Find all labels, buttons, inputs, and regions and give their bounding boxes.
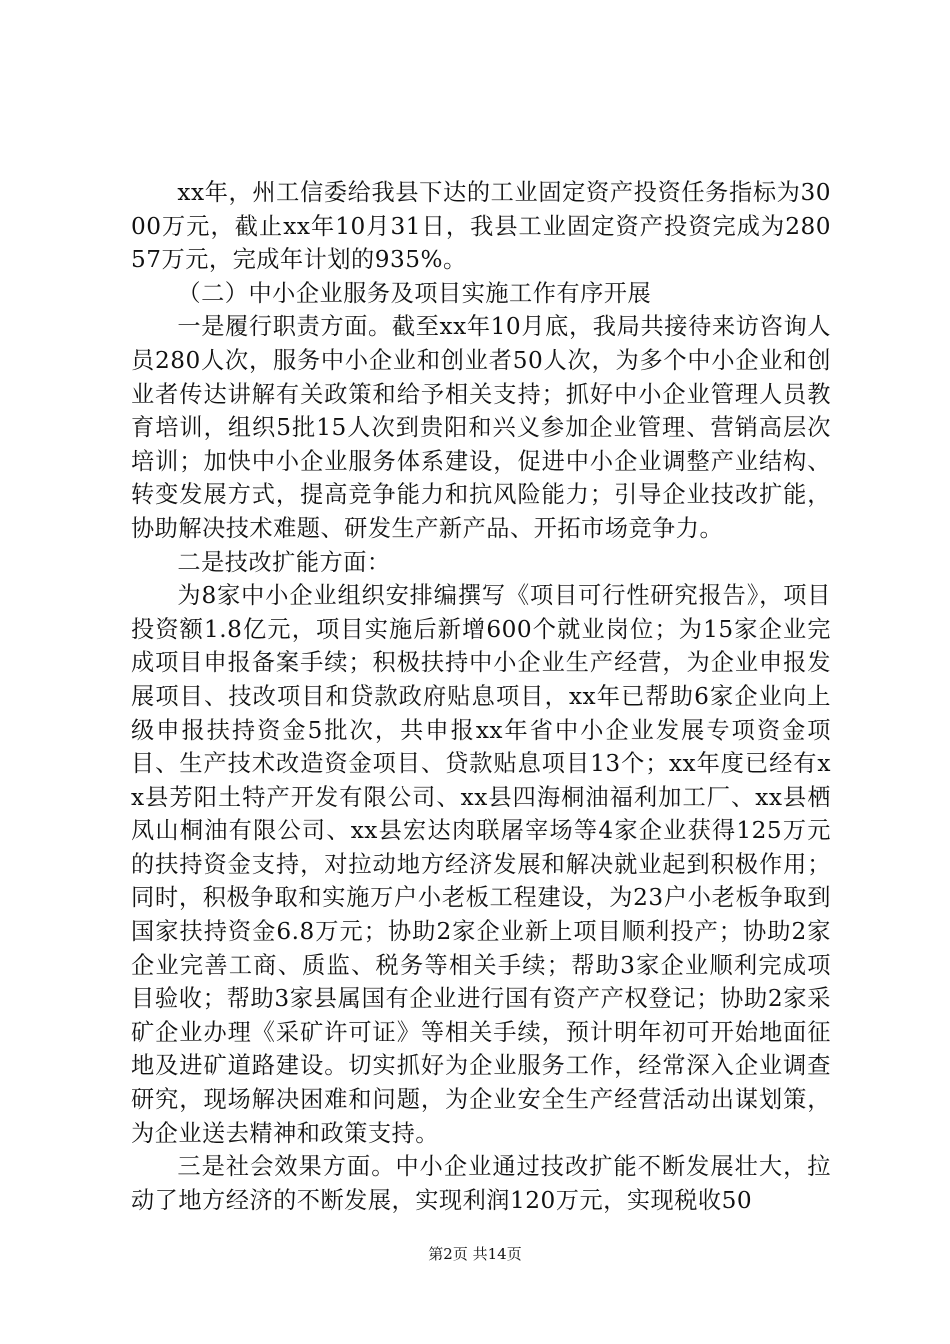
document-body [131,176,831,1217]
section-heading-sme-services: （二）中小企业服务及项目实施工作有序开展 [177,279,652,307]
paragraph-investment-summary: xx年，州工信委给我县下达的工业固定资产投资任务指标为3000万元，截止xx年10月31日，我县工业固定资产投资完成为28057万元，完成年计划的935%。 [131,179,831,274]
paragraph-tech-upgrade-details: 为8家中小企业组织安排编撰写《项目可行性研究报告》，项目投资额1.8亿元，项目实施后新增600个就业岗位；为15家企业完成项目申报备案手续；积极扶持中小企业生产经营，为企业申报发展项目、技改项目和贷款政府贴息项目，xx年已帮助6家企业向上级申报扶持资金5批次，共申报xx年省中小企业发展专项资金项目、生产技术改造资金项目、贷款贴息项目13个；xx年度已经有xx县芳阳土特产开发有限公司、xx县四海桐油福利加工厂、xx县栖凤山桐油有限公司、xx县宏达肉联屠宰场等4家企业获得125万元的扶持资金支持，对拉动地方经济发展和解决就业起到积极作用；同时，积极争取和实施万户小老板工程建设，为23户小老板争取到国家扶持资金6.8万元；协助2家企业新上项目顺利投产；协助2家企业完善工商、质监、税务等相关手续；帮助3家企业顺利完成项目验收；帮助3家县属国有企业进行国有资产产权登记；协助2家采矿企业办理《采矿许可证》等相关手续，预计明年初可开始地面征地及进矿道路建设。切实抓好为企业服务工作，经常深入企业调查研究，现场解决困难和问题，为企业安全生产经营活动出谋划策，为企业送去精神和政策支持。 [131,582,831,1147]
page-footer: 第2页 共14页 [428,1245,522,1263]
paragraph-tech-upgrade-heading: 二是技改扩能方面： [177,548,391,576]
paragraph-duties: 一是履行职责方面。截至xx年10月底，我局共接待来访咨询人员280人次，服务中小企业和创业者50人次，为多个中小企业和创业者传达讲解有关政策和给予相关支持；抓好中小企业管理人员教育培训，组织5批15人次到贵阳和兴义参加企业管理、营销高层次培训；加快中小企业服务体系建设，促进中小企业调整产业结构、转变发展方式，提高竞争能力和抗风险能力；引导企业技改扩能，协助解决技术难题、研发生产新产品、开拓市场竞争力。 [131,313,831,542]
paragraph-social-effects: 三是社会效果方面。中小企业通过技改扩能不断发展壮大，拉动了地方经济的不断发展，实现利润120万元，实现税收50 [131,1153,831,1214]
